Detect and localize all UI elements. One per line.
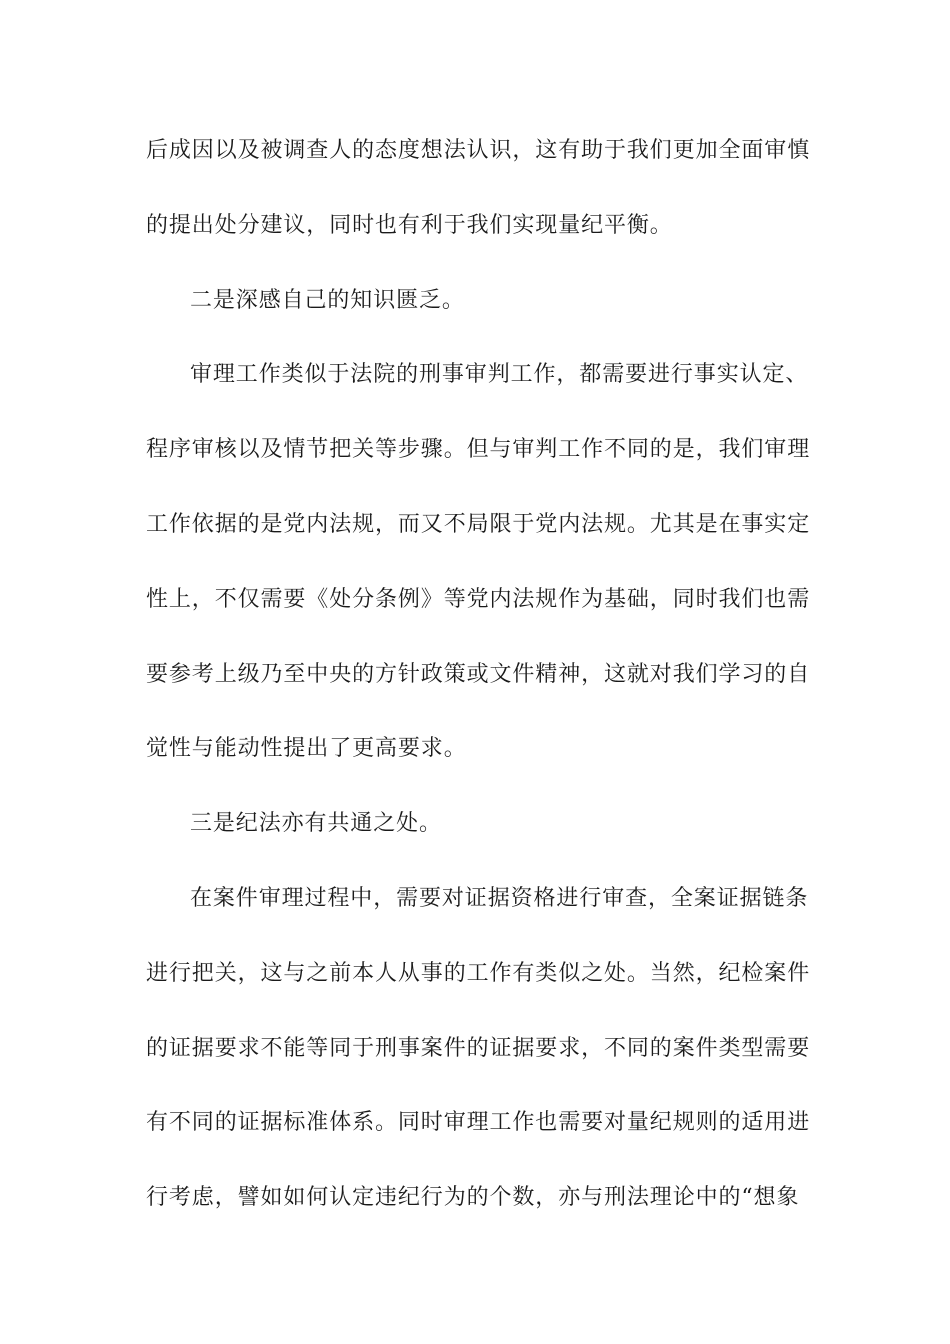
text-line: 行考虑，譬如如何认定违纪行为的个数，亦与刑法理论中的“想象 [146,1185,800,1211]
text-line: 进行把关，这与之前本人从事的工作有类似之处。当然，纪检案件 [146,960,811,986]
text-line: 觉性与能动性提出了更高要求。 [146,736,467,762]
text-line: 的提出处分建议，同时也有利于我们实现量纪平衡。 [146,212,673,238]
text-line: 在案件审理过程中，需要对证据资格进行审查，全案证据链条 [190,885,809,911]
text-line: 性上，不仅需要《处分条例》等党内法规作为基础，同时我们也需 [146,586,811,612]
section-heading: 二是深感自己的知识匮乏。 [190,287,465,313]
document-body [146,126,811,1248]
text-line: 后成因以及被调查人的态度想法认识，这有助于我们更加全面审慎 [146,138,811,163]
text-line: 工作依据的是党内法规，而又不局限于党内法规。尤其是在事实定 [146,511,811,537]
text-line: 有不同的证据标准体系。同时审理工作也需要对量纪规则的适用进 [146,1110,811,1136]
text-line: 审理工作类似于法院的刑事审判工作，都需要进行事实认定、 [190,362,809,388]
text-line: 程序审核以及情节把关等步骤。但与审判工作不同的是，我们审理 [146,437,811,463]
section-heading: 三是纪法亦有共通之处。 [190,811,442,837]
text-line: 的证据要求不能等同于刑事案件的证据要求，不同的案件类型需要 [146,1035,811,1061]
text-line: 要参考上级乃至中央的方针政策或文件精神，这就对我们学习的自 [146,661,811,687]
